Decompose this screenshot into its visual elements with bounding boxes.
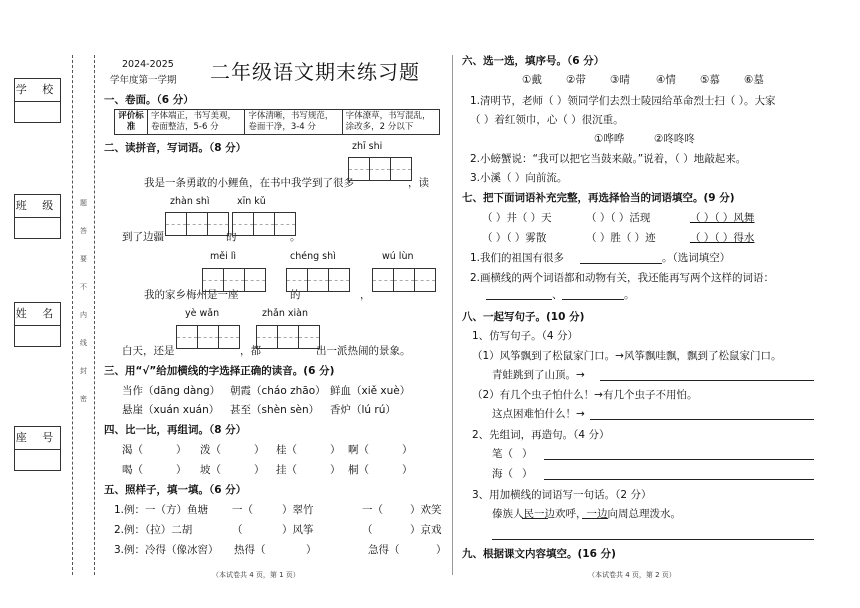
- pronunciation-item[interactable]: 甚至（shèn sèn）: [230, 404, 320, 416]
- seat-label: 座 号: [15, 427, 60, 450]
- subquestion-title: 3、用加横线的词语写一句话。（2 分）: [472, 489, 652, 501]
- answer-line[interactable]: [562, 299, 624, 300]
- compare-item[interactable]: 啊（: [348, 444, 369, 456]
- compare-paren: ）: [176, 464, 187, 476]
- sentence-text: 的: [290, 289, 301, 301]
- school-year: 2024-2025: [122, 59, 174, 70]
- name-field[interactable]: [15, 326, 60, 346]
- page-title: 二年级语文期末练习题: [210, 60, 420, 84]
- compare-item[interactable]: 桂（: [276, 444, 297, 456]
- compose-word: 笔（: [492, 448, 513, 460]
- compare-paren: ）: [330, 464, 341, 476]
- idiom-blank[interactable]: （ ）胜（ ）迹: [586, 232, 656, 244]
- scoring-level-2: 字体清晰，书写规范，卷面干净，3-4 分: [245, 110, 342, 135]
- idiom-blank[interactable]: （ ）（ ）活现: [586, 212, 651, 224]
- writing-grid[interactable]: [372, 268, 436, 292]
- pinyin: wú lùn: [382, 251, 414, 262]
- question-line: 。（选词填空）: [662, 252, 731, 264]
- answer-line[interactable]: [544, 459, 814, 460]
- option: ①戴: [522, 74, 542, 86]
- scoring-table: [114, 109, 440, 135]
- footer-right: （本试卷共 4 页，第 2 页）: [588, 571, 676, 579]
- question-line: 2.画横线的两个词语都和动物有关，我还能再写两个这样的词语：: [470, 272, 775, 284]
- sentence-text: 我是一条勇敢的小鲤鱼，在书中我学到了很多: [144, 177, 354, 189]
- pronunciation-item[interactable]: 悬崖（xuán xuán）: [122, 404, 220, 416]
- section-9-heading: 九、根据课文内容填空。(16 分): [462, 548, 616, 560]
- fill-blank[interactable]: （: [232, 524, 243, 536]
- pinyin: zhàn shì: [170, 196, 210, 207]
- compare-paren: ）: [402, 444, 413, 456]
- binding-line-inner: [94, 55, 95, 575]
- compose-close: ）: [522, 448, 533, 460]
- writing-grid[interactable]: [202, 268, 266, 292]
- sentence-example: 傣族人民一边欢呼，一边向周总理泼水。: [492, 508, 681, 520]
- answer-line[interactable]: [600, 380, 814, 381]
- binding-char: 内: [80, 311, 87, 319]
- scoring-header: 评价标准: [115, 110, 148, 135]
- school-label: 学 校: [15, 79, 60, 102]
- compare-item[interactable]: 桐（: [348, 464, 369, 476]
- name-label: 姓 名: [15, 303, 60, 326]
- class-box: [14, 194, 61, 239]
- pinyin: zhī shi: [352, 141, 383, 152]
- question-line[interactable]: 1.清明节，老师（ ）领同学们去烈士陵园给革命烈士扫（ ）。大家: [470, 95, 776, 107]
- binding-char: 不: [80, 283, 87, 291]
- section-5-heading: 五、照样子，填一填。（6 分）: [104, 484, 247, 496]
- section-6-heading: 六、选一选，填序号。（6 分）: [462, 55, 605, 67]
- pinyin: zhǎn xiàn: [262, 308, 308, 319]
- school-field[interactable]: [15, 102, 60, 122]
- footer-left: （本试卷共 4 页，第 1 页）: [212, 571, 300, 579]
- binding-char: 密: [80, 395, 87, 403]
- writing-grid[interactable]: [232, 212, 296, 236]
- compare-item[interactable]: 泼（: [200, 444, 221, 456]
- sentence-text: ，: [360, 289, 371, 301]
- seat-field[interactable]: [15, 450, 60, 470]
- fill-blank-suffix: ）翠竹: [282, 504, 314, 516]
- option: ④情: [656, 74, 676, 86]
- binding-char: 答: [80, 227, 87, 235]
- answer-line[interactable]: [544, 479, 814, 480]
- fill-blank-suffix: ）风筝: [282, 524, 314, 536]
- underlined-word-mark: [522, 518, 548, 519]
- section-2-heading: 二、读拼音，写词语。（8 分）: [104, 142, 247, 154]
- compare-item[interactable]: 挂（: [276, 464, 297, 476]
- page-divider: [452, 55, 453, 575]
- subquestion-title: 1、仿写句子。（4 分）: [472, 330, 578, 342]
- binding-char: 线: [80, 339, 87, 347]
- separator: 。: [624, 289, 635, 301]
- sentence-text: 出一派热闹的景象。: [316, 345, 411, 357]
- scoring-level-3: 字体潦草，书写混乱，涂改多，2 分以下: [342, 110, 439, 135]
- binding-char: 题: [80, 199, 87, 207]
- compare-paren: ）: [402, 464, 413, 476]
- section-4-heading: 四、比一比，再组词。（8 分）: [104, 424, 247, 436]
- fill-blank[interactable]: 急得（: [368, 544, 400, 556]
- writing-grid[interactable]: [176, 325, 240, 349]
- option: ⑤慕: [700, 74, 720, 86]
- idiom-blank[interactable]: （ ）（ ）雾散: [482, 232, 547, 244]
- subquestion-title: 2、先组词，再造句。（4 分）: [472, 429, 610, 441]
- answer-line[interactable]: [590, 419, 814, 420]
- fill-blank-suffix: ）欢笑: [410, 504, 442, 516]
- option: ③晴: [610, 74, 630, 86]
- compare-paren: ）: [254, 464, 265, 476]
- example-text: 1.例：一（方）鱼塘: [114, 504, 209, 516]
- answer-line[interactable]: [580, 263, 662, 264]
- underlined-word-mark: [582, 518, 608, 519]
- pronunciation-item[interactable]: 当作（dāng dàng）: [122, 385, 221, 397]
- compare-paren: ）: [176, 444, 187, 456]
- option: ①哗哗: [594, 133, 625, 145]
- sentence-text: 的: [226, 231, 237, 243]
- separator: 、: [552, 289, 563, 301]
- section-3-heading: 三、用“√”给加横线的字选择正确的读音。(6 分): [104, 365, 335, 377]
- option: ⑥墓: [744, 74, 764, 86]
- option: ②咚咚咚: [654, 133, 695, 145]
- sentence-example: （2）有几个虫子怕什么！→有几个虫子不用怕。: [472, 389, 698, 401]
- compose-word: 海（: [492, 468, 513, 480]
- idiom-blank-underlined[interactable]: （ ）（ ）风舞: [690, 212, 755, 224]
- example-text: 3.例：冷得（像冰窖）: [114, 544, 219, 556]
- idiom-blank[interactable]: （ ）井（ ）天: [482, 212, 552, 224]
- pinyin: xīn kǔ: [237, 196, 266, 207]
- sentence-text: 白天，还是: [122, 345, 175, 357]
- pronunciation-item[interactable]: 朝霞（cháo zhāo）: [230, 385, 326, 397]
- option: ②带: [566, 74, 586, 86]
- pinyin: yè wǎn: [185, 308, 220, 319]
- pinyin: měi lì: [210, 251, 237, 262]
- name-box: [14, 302, 61, 347]
- question-line: 1.我们的祖国有很多: [470, 252, 565, 264]
- pronunciation-item[interactable]: 香炉（lú rú）: [330, 404, 396, 416]
- binding-char: 封: [80, 367, 87, 375]
- question-line[interactable]: （ ）着红领巾，心（ ）很沉重。: [470, 114, 624, 126]
- fill-blank[interactable]: 一（: [232, 504, 253, 516]
- class-field[interactable]: [15, 218, 60, 238]
- pronunciation-item[interactable]: 鲜血（xiě xuè）: [330, 385, 411, 397]
- sentence-example: （1）风筝飘到了松鼠家门口。→风筝飘哇飘，飘到了松鼠家门口。: [472, 350, 782, 362]
- seat-box: [14, 426, 61, 471]
- sentence-prompt: 青蛙跳到了山顶。→: [492, 369, 585, 381]
- section-8-heading: 八、一起写句子。(10 分): [462, 311, 585, 323]
- compare-item[interactable]: 坡（: [200, 464, 221, 476]
- pinyin: chéng shì: [290, 251, 336, 262]
- question-line[interactable]: 2.小螃蟹说：“我可以把它当鼓来敲。”说着，（ ）地敲起来。: [470, 153, 747, 165]
- writing-grid[interactable]: [165, 212, 229, 236]
- example-text: 2.例：（拉）二胡: [114, 524, 193, 536]
- answer-line[interactable]: [492, 539, 814, 540]
- semester: 学年度第一学期: [110, 75, 177, 86]
- class-label: 班 级: [15, 195, 60, 218]
- fill-blank[interactable]: 热得（: [234, 544, 266, 556]
- school-box: [14, 78, 61, 123]
- binding-char: 要: [80, 255, 87, 263]
- fill-blank[interactable]: 一（: [362, 504, 383, 516]
- answer-line[interactable]: [486, 299, 552, 300]
- section-7-heading: 七、把下面词语补充完整，再选择恰当的词语填空。(9 分): [462, 192, 735, 204]
- compare-item[interactable]: 喝（: [122, 464, 143, 476]
- question-line[interactable]: 3.小溪（ ）向前流。: [470, 172, 568, 184]
- idiom-blank-underlined[interactable]: （ ）（ ）得水: [690, 232, 755, 244]
- binding-line-outer: [72, 55, 73, 575]
- compare-paren: ）: [254, 444, 265, 456]
- fill-blank-close: ）: [436, 544, 447, 556]
- fill-blank-close: ）: [306, 544, 317, 556]
- writing-grid[interactable]: [348, 157, 412, 181]
- sentence-text: 到了边疆: [122, 231, 164, 243]
- sentence-text: ，读: [408, 177, 429, 189]
- fill-blank-suffix: ）京戏: [410, 524, 442, 536]
- fill-blank[interactable]: （: [362, 524, 373, 536]
- writing-grid[interactable]: [256, 325, 320, 349]
- scoring-level-1: 字体端正，书写美观，卷面整洁，5-6 分: [148, 110, 245, 135]
- section-1-heading: 一、卷面。（6 分）: [104, 94, 194, 106]
- sentence-text: 我的家乡梅州是一座: [144, 289, 239, 301]
- sentence-text: 。: [290, 231, 301, 243]
- sentence-prompt: 这点困难怕什么！→: [492, 408, 585, 420]
- writing-grid[interactable]: [286, 268, 350, 292]
- compare-item[interactable]: 渴（: [122, 444, 143, 456]
- compare-paren: ）: [330, 444, 341, 456]
- sentence-text: ，都: [240, 345, 261, 357]
- compose-close: ）: [522, 468, 533, 480]
